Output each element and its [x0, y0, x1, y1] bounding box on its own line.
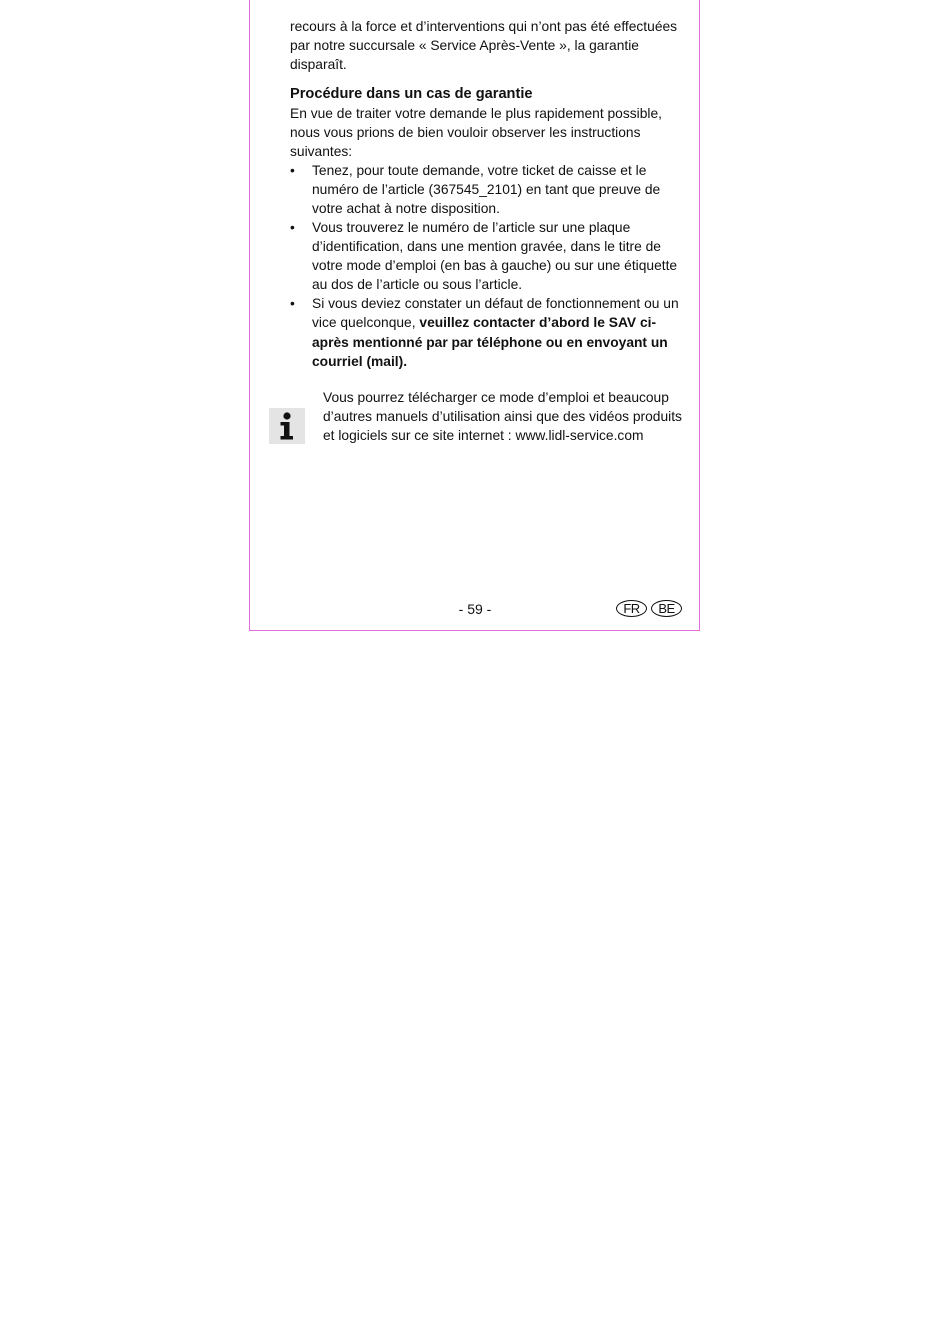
language-badge-fr: FR [616, 600, 647, 617]
page-content [290, 17, 686, 372]
bullet-marker: • [290, 220, 295, 235]
instruction-list [290, 161, 686, 372]
language-badges [616, 600, 682, 617]
language-badge-be: BE [651, 600, 682, 617]
section-intro: En vue de traiter votre demande le plus rapidement possible, nous vous prions de bien vouloir observer les instructions suivantes: [290, 106, 662, 159]
list-item-text: Tenez, pour toute demande, votre ticket de caisse et le numéro de l’article (367545_2101) en tant que preuve de votre achat à notre disposition. [312, 163, 661, 216]
list-item-text: Vous trouverez le numéro de l’article sur une plaque d’identification, dans une mention gravée, dans le titre de votre mode d’emploi (en bas à gauche) ou sur une étiquette au dos de l’article ou sous l’article. [312, 220, 678, 292]
list-item-emphasis: veuillez contacter d’abord le SAV ci-après mentionné par par téléphone ou en envoyant un courriel (mail). [312, 315, 668, 369]
list-item [290, 294, 686, 372]
bullet-marker: • [290, 163, 295, 178]
list-item-text: Si vous deviez constater un défaut de fonctionnement ou un vice quelconque, [312, 296, 679, 330]
bullet-marker: • [290, 296, 295, 311]
list-item [290, 161, 686, 218]
list-item [290, 218, 686, 294]
section-heading: Procédure dans un cas de garantie [290, 86, 533, 102]
info-note-text: Vous pourrez télécharger ce mode d’emploi et beaucoup d’autres manuels d’utilisation ainsi que des vidéos produits et logiciels sur ce site internet : www.lidl-service.com [323, 390, 682, 443]
intro-paragraph: recours à la force et d’interventions qui n’ont pas été effectuées par notre succursale « Service Après-Vente », la garantie disparaît. [290, 19, 678, 72]
info-icon [269, 408, 305, 444]
page-number: - 59 - [458, 601, 492, 617]
